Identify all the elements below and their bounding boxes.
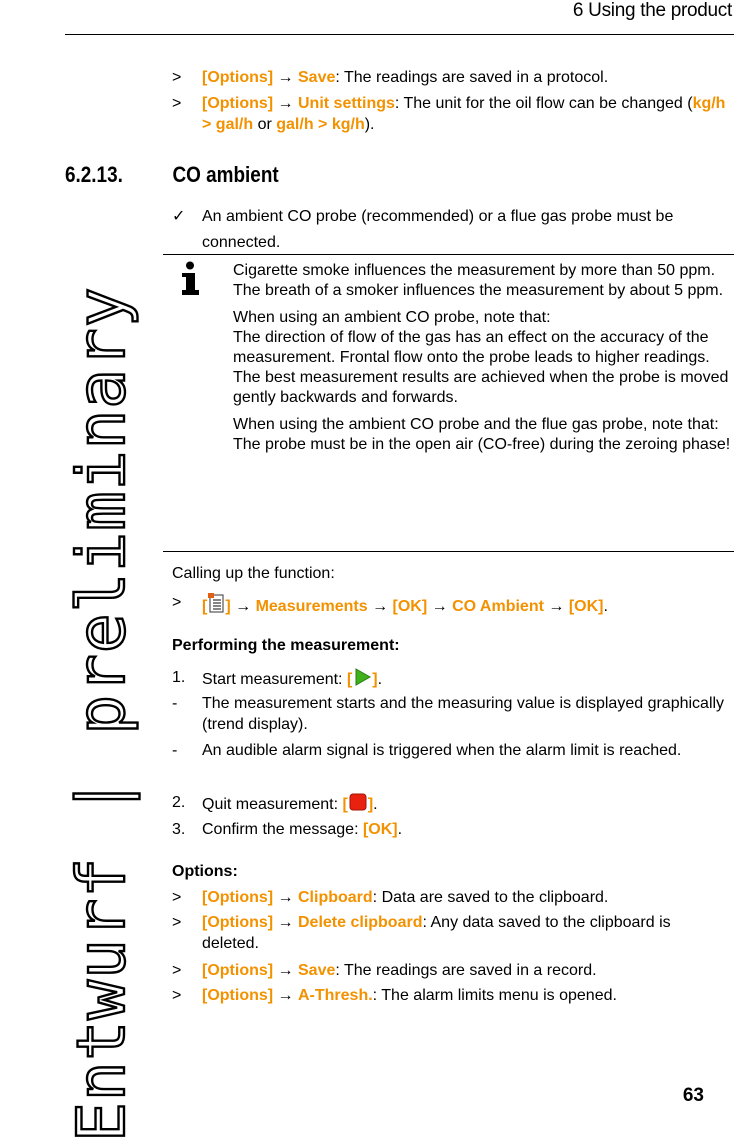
check-icon: ✓ (172, 208, 186, 225)
performing-heading: Performing the measurement: (172, 637, 400, 654)
calling-intro: Calling up the function: (172, 565, 335, 582)
play-icon (352, 667, 372, 687)
save-command: Save (298, 69, 336, 86)
section-title: CO ambient (172, 162, 279, 187)
page-number: 63 (682, 1085, 704, 1106)
note-paragraph: When using an ambient CO probe, note that: The direction of flow of the gas has an effect on the accuracy of the measurement. Frontal flow onto the probe leads to higher readings. The best measurement results are achieved when the probe is moved gently backwards and forwards. (233, 309, 729, 406)
unit-settings-command: Unit settings (298, 95, 395, 112)
note-paragraph: When using the ambient CO probe and the flue gas probe, note that: The probe must be in the open air (CO-free) during the zeroing phase! (233, 416, 731, 453)
section-number: 6.2.13. (65, 162, 123, 187)
note-paragraph: Cigarette smoke influences the measurement by more than 50 ppm. The breath of a smoker influences the measurement by about 5 ppm. (233, 262, 724, 299)
stop-icon (348, 792, 368, 812)
info-icon (179, 261, 201, 297)
menu-list-icon (207, 592, 225, 614)
chapter-header: 6 Using the product (572, 0, 732, 21)
info-note (163, 254, 734, 552)
section-heading (65, 162, 279, 188)
draft-watermark: Entwurf | preliminary (63, 286, 140, 1142)
options-heading: Options: (172, 863, 238, 880)
options-menu-label: [Options] (202, 69, 274, 86)
header-divider (65, 34, 734, 35)
